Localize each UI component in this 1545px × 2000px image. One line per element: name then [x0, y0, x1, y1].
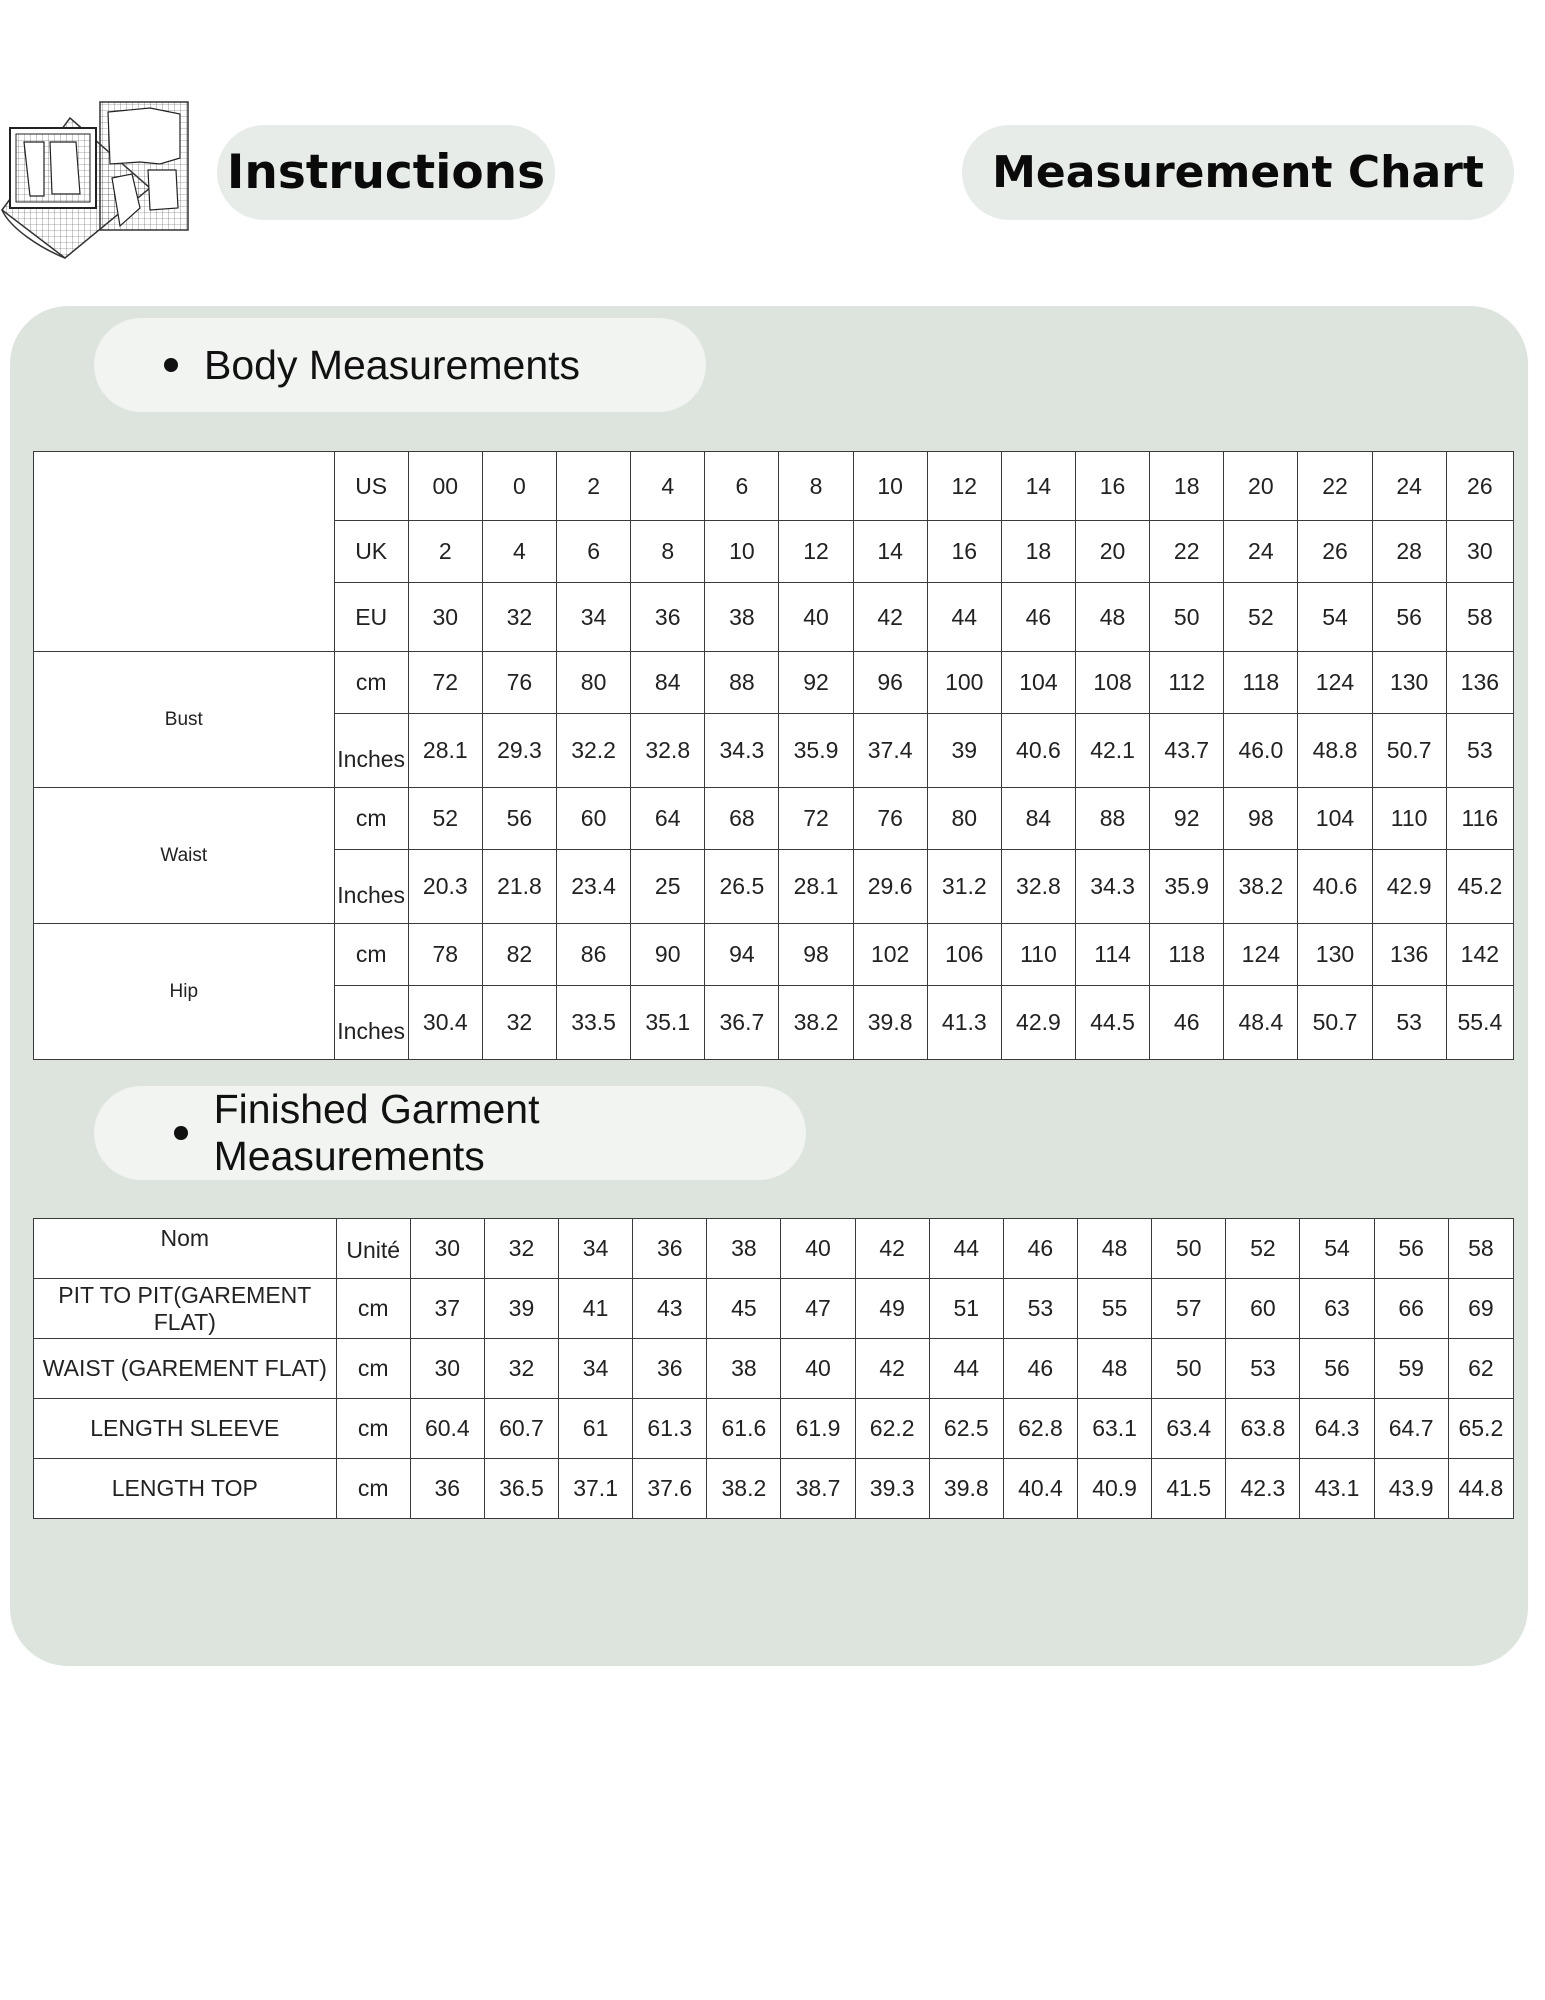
garment-value-cell: 40.9 [1078, 1459, 1152, 1519]
garment-measurements-table [33, 1218, 1514, 1519]
garment-size-header: 30 [410, 1219, 484, 1279]
garment-value-cell: 61.3 [633, 1399, 707, 1459]
garment-size-header: 32 [484, 1219, 558, 1279]
size-value-cell: 22 [1298, 452, 1372, 521]
garment-value-cell: 63.4 [1152, 1399, 1226, 1459]
garment-value-cell: 62.2 [855, 1399, 929, 1459]
garment-row [34, 1339, 1514, 1399]
garment-size-header: 48 [1078, 1219, 1152, 1279]
bullet-icon [164, 358, 178, 372]
measure-row [34, 652, 1514, 714]
measure-value-cell: 72 [408, 652, 482, 714]
measure-value-cell: 136 [1372, 924, 1446, 986]
garment-value-cell: 50 [1152, 1339, 1226, 1399]
measure-value-cell: 108 [1076, 652, 1150, 714]
measure-value-cell: 142 [1446, 924, 1513, 986]
measure-value-cell: 39 [927, 714, 1001, 788]
garment-value-cell: 69 [1448, 1279, 1513, 1339]
garment-value-cell: 51 [929, 1279, 1003, 1339]
size-value-cell: 36 [631, 583, 705, 652]
size-value-cell: 2 [557, 452, 631, 521]
size-value-cell: 32 [482, 583, 556, 652]
garment-measurements-title: Finished Garment Measurements [213, 1086, 540, 1179]
garment-size-header: 44 [929, 1219, 1003, 1279]
measure-value-cell: 98 [1224, 788, 1298, 850]
garment-value-cell: 36 [633, 1339, 707, 1399]
garment-value-cell: 63.1 [1078, 1399, 1152, 1459]
garment-value-cell: 40.4 [1003, 1459, 1077, 1519]
size-value-cell: 34 [557, 583, 631, 652]
measure-value-cell: 124 [1298, 652, 1372, 714]
measure-value-cell: 116 [1446, 788, 1513, 850]
garment-value-cell: 43 [633, 1279, 707, 1339]
garment-size-header: 40 [781, 1219, 855, 1279]
size-value-cell: 14 [853, 521, 927, 583]
garment-value-cell: 36.5 [484, 1459, 558, 1519]
measure-value-cell: 40.6 [1298, 850, 1372, 924]
measure-value-cell: 39.8 [853, 986, 927, 1060]
measure-value-cell: 78 [408, 924, 482, 986]
measure-value-cell: 90 [631, 924, 705, 986]
unit-label: cm [336, 1339, 410, 1399]
measure-value-cell: 46.0 [1224, 714, 1298, 788]
unit-label: Inches [334, 986, 408, 1060]
measure-value-cell: 23.4 [557, 850, 631, 924]
size-value-cell: 18 [1001, 521, 1075, 583]
garment-value-cell: 62 [1448, 1339, 1513, 1399]
measure-value-cell: 25 [631, 850, 705, 924]
garment-value-cell: 61.9 [781, 1399, 855, 1459]
measure-value-cell: 130 [1298, 924, 1372, 986]
garment-value-cell: 40 [781, 1339, 855, 1399]
measure-value-cell: 52 [408, 788, 482, 850]
garment-size-header: 52 [1226, 1219, 1300, 1279]
garment-value-cell: 45 [707, 1279, 781, 1339]
measure-value-cell: 104 [1001, 652, 1075, 714]
sewing-pattern-icon [0, 98, 190, 263]
measure-value-cell: 42.9 [1372, 850, 1446, 924]
garment-value-cell: 39.3 [855, 1459, 929, 1519]
measure-value-cell: 88 [705, 652, 779, 714]
garment-value-cell: 44 [929, 1339, 1003, 1399]
measure-value-cell: 37.4 [853, 714, 927, 788]
garment-value-cell: 53 [1003, 1279, 1077, 1339]
garment-value-cell: 63 [1300, 1279, 1374, 1339]
measure-value-cell: 82 [482, 924, 556, 986]
garment-value-cell: 39.8 [929, 1459, 1003, 1519]
garment-row [34, 1279, 1514, 1339]
size-value-cell: 50 [1150, 583, 1224, 652]
measure-value-cell: 94 [705, 924, 779, 986]
measure-value-cell: 88 [1076, 788, 1150, 850]
measure-value-cell: 92 [779, 652, 853, 714]
unit-label: cm [334, 788, 408, 850]
measure-value-cell: 46 [1150, 986, 1224, 1060]
size-value-cell: 52 [1224, 583, 1298, 652]
size-system-label: EU [334, 583, 408, 652]
measure-value-cell: 56 [482, 788, 556, 850]
measure-value-cell: 114 [1076, 924, 1150, 986]
size-value-cell: 16 [1076, 452, 1150, 521]
garment-value-cell: 53 [1226, 1339, 1300, 1399]
measure-value-cell: 124 [1224, 924, 1298, 986]
garment-measure-name: LENGTH SLEEVE [34, 1399, 337, 1459]
body-measurements-table [33, 451, 1514, 1060]
size-value-cell: 0 [482, 452, 556, 521]
garment-value-cell: 61.6 [707, 1399, 781, 1459]
size-value-cell: 28 [1372, 521, 1446, 583]
size-value-cell: 54 [1298, 583, 1372, 652]
measure-value-cell: 80 [557, 652, 631, 714]
size-value-cell: 26 [1298, 521, 1372, 583]
garment-header-row [34, 1219, 1514, 1279]
measure-value-cell: 96 [853, 652, 927, 714]
measure-value-cell: 55.4 [1446, 986, 1513, 1060]
measure-value-cell: 104 [1298, 788, 1372, 850]
garment-measure-name: LENGTH TOP [34, 1459, 337, 1519]
measure-name-label: Hip [34, 924, 335, 1060]
garment-size-header: 58 [1448, 1219, 1513, 1279]
measure-value-cell: 42.9 [1001, 986, 1075, 1060]
garment-value-cell: 42 [855, 1339, 929, 1399]
measure-value-cell: 100 [927, 652, 1001, 714]
garment-value-cell: 37 [410, 1279, 484, 1339]
measure-value-cell: 29.3 [482, 714, 556, 788]
garment-row [34, 1459, 1514, 1519]
measure-value-cell: 42.1 [1076, 714, 1150, 788]
measure-value-cell: 38.2 [1224, 850, 1298, 924]
measure-row [34, 924, 1514, 986]
measure-value-cell: 53 [1372, 986, 1446, 1060]
garment-value-cell: 49 [855, 1279, 929, 1339]
size-value-cell: 4 [631, 452, 705, 521]
size-value-cell: 00 [408, 452, 482, 521]
size-value-cell: 8 [779, 452, 853, 521]
size-value-cell: 2 [408, 521, 482, 583]
measure-value-cell: 136 [1446, 652, 1513, 714]
unit-label: Inches [334, 850, 408, 924]
garment-value-cell: 59 [1374, 1339, 1448, 1399]
garment-value-cell: 65.2 [1448, 1399, 1513, 1459]
garment-value-cell: 55 [1078, 1279, 1152, 1339]
garment-value-cell: 30 [410, 1339, 484, 1399]
garment-value-cell: 38 [707, 1339, 781, 1399]
size-value-cell: 8 [631, 521, 705, 583]
garment-row [34, 1399, 1514, 1459]
measure-row [34, 788, 1514, 850]
size-value-cell: 42 [853, 583, 927, 652]
size-value-cell: 48 [1076, 583, 1150, 652]
garment-value-cell: 60.7 [484, 1399, 558, 1459]
measure-value-cell: 35.9 [779, 714, 853, 788]
garment-size-header: 46 [1003, 1219, 1077, 1279]
measure-value-cell: 38.2 [779, 986, 853, 1060]
measure-value-cell: 92 [1150, 788, 1224, 850]
measure-value-cell: 41.3 [927, 986, 1001, 1060]
measure-value-cell: 80 [927, 788, 1001, 850]
size-value-cell: 20 [1224, 452, 1298, 521]
size-system-label: US [334, 452, 408, 521]
nom-header: Nom [34, 1219, 337, 1279]
garment-size-header: 36 [633, 1219, 707, 1279]
measure-name-label: Bust [34, 652, 335, 788]
measurement-chart-title: Measurement Chart [962, 125, 1514, 220]
garment-measure-name: WAIST (GAREMENT FLAT) [34, 1339, 337, 1399]
body-measurements-title: Body Measurements [204, 341, 581, 388]
garment-size-header: 56 [1374, 1219, 1448, 1279]
unit-label: cm [336, 1399, 410, 1459]
garment-value-cell: 34 [559, 1339, 633, 1399]
measure-value-cell: 21.8 [482, 850, 556, 924]
measure-value-cell: 35.9 [1150, 850, 1224, 924]
garment-size-header: 38 [707, 1219, 781, 1279]
measure-value-cell: 32.8 [631, 714, 705, 788]
measure-value-cell: 34.3 [705, 714, 779, 788]
size-value-cell: 16 [927, 521, 1001, 583]
garment-value-cell: 46 [1003, 1339, 1077, 1399]
measure-value-cell: 118 [1150, 924, 1224, 986]
garment-value-cell: 60.4 [410, 1399, 484, 1459]
garment-value-cell: 48 [1078, 1339, 1152, 1399]
measure-value-cell: 36.7 [705, 986, 779, 1060]
size-value-cell: 38 [705, 583, 779, 652]
measure-name-label: Waist [34, 788, 335, 924]
size-value-cell: 10 [853, 452, 927, 521]
size-value-cell: 56 [1372, 583, 1446, 652]
measure-value-cell: 84 [1001, 788, 1075, 850]
size-value-cell: 24 [1224, 521, 1298, 583]
garment-value-cell: 32 [484, 1339, 558, 1399]
measure-value-cell: 28.1 [408, 714, 482, 788]
size-value-cell: 6 [705, 452, 779, 521]
garment-measure-name: PIT TO PIT(GAREMENT FLAT) [34, 1279, 337, 1339]
unit-label: cm [334, 924, 408, 986]
measure-value-cell: 106 [927, 924, 1001, 986]
size-value-cell: 58 [1446, 583, 1513, 652]
size-value-cell: 22 [1150, 521, 1224, 583]
measure-value-cell: 76 [482, 652, 556, 714]
measure-value-cell: 110 [1372, 788, 1446, 850]
measure-value-cell: 110 [1001, 924, 1075, 986]
garment-value-cell: 43.9 [1374, 1459, 1448, 1519]
size-value-cell: 20 [1076, 521, 1150, 583]
garment-value-cell: 56 [1300, 1339, 1374, 1399]
measure-value-cell: 31.2 [927, 850, 1001, 924]
garment-value-cell: 38.2 [707, 1459, 781, 1519]
measure-value-cell: 29.6 [853, 850, 927, 924]
unit-label: cm [336, 1279, 410, 1339]
size-value-cell: 40 [779, 583, 853, 652]
garment-value-cell: 41.5 [1152, 1459, 1226, 1519]
garment-value-cell: 38.7 [781, 1459, 855, 1519]
measure-value-cell: 20.3 [408, 850, 482, 924]
size-value-cell: 4 [482, 521, 556, 583]
instructions-title: Instructions [217, 125, 555, 220]
unite-header: Unité [336, 1219, 410, 1279]
size-system-label: UK [334, 521, 408, 583]
garment-value-cell: 36 [410, 1459, 484, 1519]
body-measurements-heading [94, 318, 706, 412]
size-value-cell: 12 [779, 521, 853, 583]
garment-value-cell: 64.7 [1374, 1399, 1448, 1459]
garment-value-cell: 37.1 [559, 1459, 633, 1519]
measure-value-cell: 28.1 [779, 850, 853, 924]
size-value-cell: 26 [1446, 452, 1513, 521]
measure-value-cell: 32.8 [1001, 850, 1075, 924]
garment-value-cell: 61 [559, 1399, 633, 1459]
size-value-cell: 18 [1150, 452, 1224, 521]
size-value-cell: 30 [408, 583, 482, 652]
size-value-cell: 10 [705, 521, 779, 583]
measure-value-cell: 64 [631, 788, 705, 850]
size-row [34, 452, 1514, 521]
empty-corner-cell [34, 452, 335, 652]
measure-value-cell: 86 [557, 924, 631, 986]
garment-size-header: 34 [559, 1219, 633, 1279]
measure-value-cell: 50.7 [1298, 986, 1372, 1060]
garment-value-cell: 60 [1226, 1279, 1300, 1339]
measure-value-cell: 112 [1150, 652, 1224, 714]
size-value-cell: 12 [927, 452, 1001, 521]
garment-value-cell: 47 [781, 1279, 855, 1339]
garment-size-header: 50 [1152, 1219, 1226, 1279]
measure-value-cell: 130 [1372, 652, 1446, 714]
garment-value-cell: 64.3 [1300, 1399, 1374, 1459]
measure-value-cell: 118 [1224, 652, 1298, 714]
garment-value-cell: 62.5 [929, 1399, 1003, 1459]
measure-value-cell: 48.4 [1224, 986, 1298, 1060]
size-value-cell: 44 [927, 583, 1001, 652]
garment-value-cell: 37.6 [633, 1459, 707, 1519]
unit-label: cm [334, 652, 408, 714]
measure-value-cell: 53 [1446, 714, 1513, 788]
measure-value-cell: 76 [853, 788, 927, 850]
size-value-cell: 14 [1001, 452, 1075, 521]
measure-value-cell: 68 [705, 788, 779, 850]
measure-value-cell: 43.7 [1150, 714, 1224, 788]
measure-value-cell: 44.5 [1076, 986, 1150, 1060]
measure-value-cell: 34.3 [1076, 850, 1150, 924]
measurement-panel [10, 306, 1528, 1666]
size-value-cell: 30 [1446, 521, 1513, 583]
garment-value-cell: 43.1 [1300, 1459, 1374, 1519]
garment-size-header: 54 [1300, 1219, 1374, 1279]
size-value-cell: 46 [1001, 583, 1075, 652]
garment-value-cell: 41 [559, 1279, 633, 1339]
garment-value-cell: 39 [484, 1279, 558, 1339]
measure-value-cell: 30.4 [408, 986, 482, 1060]
size-value-cell: 6 [557, 521, 631, 583]
garment-size-header: 42 [855, 1219, 929, 1279]
size-value-cell: 24 [1372, 452, 1446, 521]
bullet-icon [174, 1126, 188, 1140]
measure-value-cell: 26.5 [705, 850, 779, 924]
garment-measurements-heading [94, 1086, 806, 1180]
measure-value-cell: 40.6 [1001, 714, 1075, 788]
measure-value-cell: 84 [631, 652, 705, 714]
garment-value-cell: 63.8 [1226, 1399, 1300, 1459]
measure-value-cell: 32 [482, 986, 556, 1060]
measure-value-cell: 33.5 [557, 986, 631, 1060]
measure-value-cell: 50.7 [1372, 714, 1446, 788]
garment-value-cell: 66 [1374, 1279, 1448, 1339]
garment-value-cell: 57 [1152, 1279, 1226, 1339]
measure-value-cell: 102 [853, 924, 927, 986]
measure-value-cell: 32.2 [557, 714, 631, 788]
garment-value-cell: 44.8 [1448, 1459, 1513, 1519]
measure-value-cell: 35.1 [631, 986, 705, 1060]
measure-value-cell: 48.8 [1298, 714, 1372, 788]
garment-value-cell: 42.3 [1226, 1459, 1300, 1519]
garment-value-cell: 62.8 [1003, 1399, 1077, 1459]
measure-value-cell: 98 [779, 924, 853, 986]
measure-value-cell: 72 [779, 788, 853, 850]
unit-label: cm [336, 1459, 410, 1519]
measure-value-cell: 45.2 [1446, 850, 1513, 924]
unit-label: Inches [334, 714, 408, 788]
measure-value-cell: 60 [557, 788, 631, 850]
